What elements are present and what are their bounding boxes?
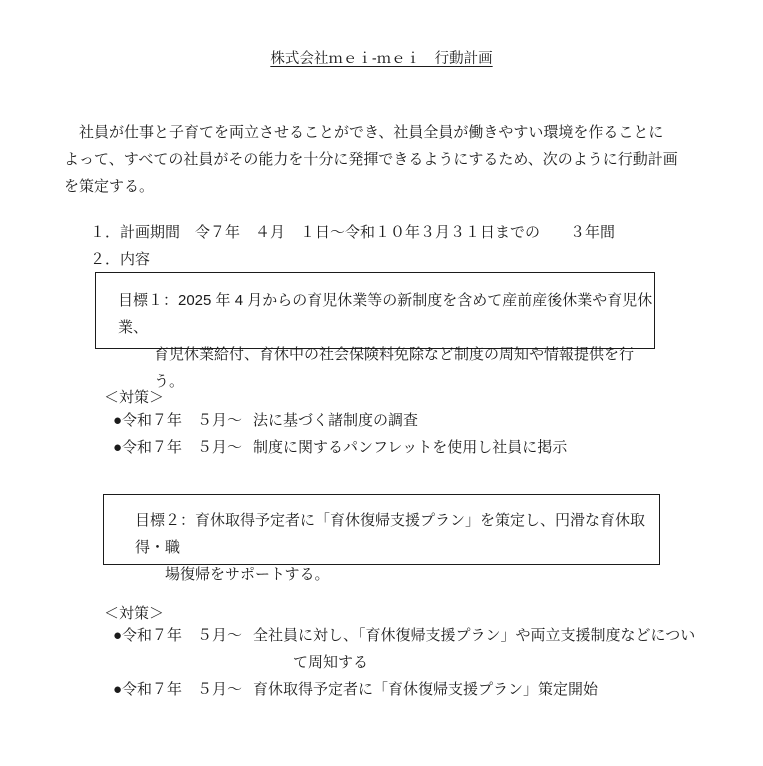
- measures2-list: [113, 622, 723, 703]
- measure-date: ●令和７年 ５月～: [113, 681, 243, 698]
- measure-description-line: 制度に関するパンフレットを使用し社員に掲示: [253, 439, 568, 456]
- measures1-list: [113, 407, 713, 461]
- intro-line: よって、すべての社員がその能力を十分に発揮できるようにするため、次のように行動計画: [64, 151, 678, 168]
- measure-item: [113, 622, 723, 676]
- measure-date: ●令和７年 ５月～: [113, 412, 243, 429]
- measure-description-line: 育休取得予定者に「育休復帰支援プラン」策定開始: [253, 681, 599, 698]
- measure-description: [253, 407, 713, 434]
- plan-content-item: ２．内容: [90, 251, 151, 268]
- measure-description: [253, 676, 723, 703]
- goal1-line: 育児休業給付、育休中の社会保険料免除など制度の周知や情報提供を行う。: [154, 346, 635, 390]
- measure-description-line: て周知する: [293, 654, 369, 671]
- plan-period-item: １．計画期間 令７年 ４月 １日～令和１０年３月３１日までの ３年間: [90, 224, 616, 241]
- measure-item: [113, 676, 723, 703]
- measure-date: ●令和７年 ５月～: [113, 627, 243, 644]
- intro-line: 社員が仕事と子育てを両立させることができ、社員全員が働きやすい環境を作ることに: [64, 124, 664, 141]
- goal2-line: 目標２：育休取得予定者に「育休復帰支援プラン」を策定し、円滑な育休取得・職: [135, 512, 646, 556]
- intro-paragraph: [64, 119, 709, 200]
- measure-description: [253, 434, 713, 461]
- measure-item: [113, 407, 713, 434]
- document-title: 株式会社ｍｅｉ-ｍｅｉ 行動計画: [270, 51, 493, 67]
- goal1-line: 目標１：2025 年 4 月からの育児休業等の新制度を含めて産前産後休業や育児休業、: [118, 292, 653, 336]
- measure-description-line: 法に基づく諸制度の調査: [253, 412, 419, 429]
- measure-description-line: 全社員に対し、「育休復帰支援プラン」や両立支援制度などについ: [253, 627, 696, 644]
- goal2-box: [103, 494, 660, 583]
- measures1-heading: ＜対策＞: [104, 389, 165, 406]
- measure-description: [253, 622, 723, 676]
- goal1-box: [95, 272, 655, 390]
- measures2-heading: ＜対策＞: [104, 605, 165, 622]
- measure-date: ●令和７年 ５月～: [113, 439, 243, 456]
- intro-line: を策定する。: [64, 178, 155, 195]
- measure-item: [113, 434, 713, 461]
- goal2-line: 場復帰をサポートする。: [165, 566, 330, 583]
